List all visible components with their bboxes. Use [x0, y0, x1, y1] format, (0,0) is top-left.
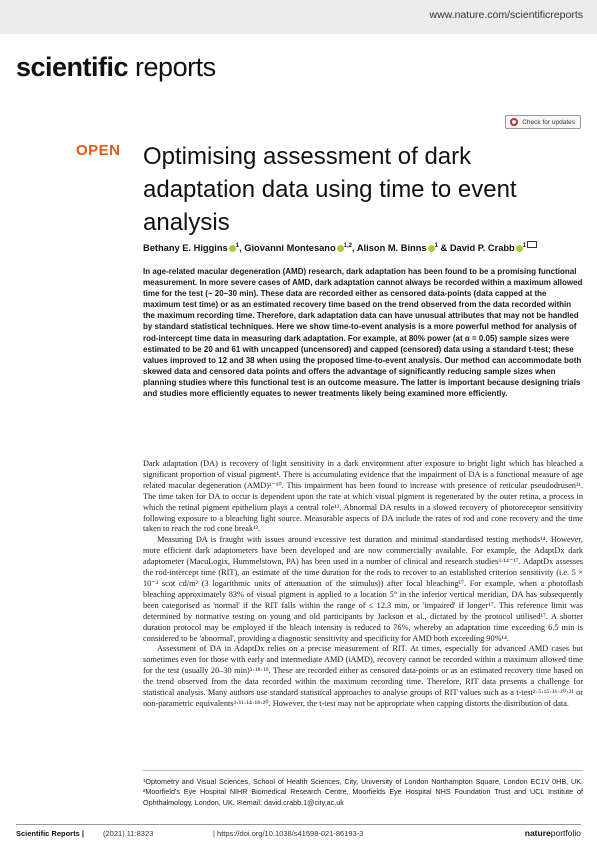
footnote-divider: [143, 770, 583, 771]
footer-citation: (2021) 11:8323: [103, 829, 154, 838]
check-for-updates-label: Check for updates: [522, 118, 575, 126]
open-access-label: OPEN: [76, 142, 121, 159]
orcid-icon[interactable]: [337, 245, 344, 252]
crossmark-icon: [510, 118, 518, 126]
author-affiliation: 1,2: [343, 242, 353, 249]
author-affiliation: 1: [235, 242, 240, 249]
body-paragraph: Dark adaptation (DA) is recovery of light sensitivity in a dark environment after exposure to bright light which has bleached a significant proportion of visual pigment¹. There is accumulating evidence that the impairment of DA is a functional measure of age related macular degeneration (AMD)¹⁻¹⁰. This impairment has been found to increase with presence of reticular pseudodrusen¹¹. The time taken for DA to occur is dependent upon the rate at which visual pigment is regenerated by the outer retina, a process in which the retinal pigment epithelium plays a central role¹². Abnormal DA results in a slowed recovery of photoreceptor sensitivity following exposure to a bleaching light source. Measurable aspects of DA include the rates of rod and cone recovery and the time taken to reach the rod cone break¹³.: [143, 459, 583, 534]
article-title: Optimising assessment of dark adaptation data using time to event analysis: [143, 143, 517, 236]
author-affiliation: 1: [434, 242, 438, 249]
author-name[interactable]: Bethany E. Higgins: [143, 243, 228, 253]
publisher-regular-text: portfolio: [550, 828, 581, 838]
journal-logo[interactable]: [16, 52, 216, 83]
author-list: [143, 241, 583, 253]
email-icon[interactable]: [527, 241, 537, 248]
article-body: [143, 459, 583, 710]
author-name[interactable]: David P. Crabb: [449, 243, 515, 253]
footer-journal-name: Scientific Reports |: [16, 829, 84, 838]
orcid-icon[interactable]: [229, 245, 236, 252]
body-paragraph: Assessment of DA in AdaptDx relies on a precise measurement of RIT. At times, especially for advanced AMD cases but sometimes even for those with early and intermediate AMD (iAMD), recovery cannot be recorded within a maximum allowed time for the test (usually 20–30 min)³·¹⁸·¹⁹. These are recorded either as censored data-points or as an estimated recovery time based on the trend observed from the data recorded within the maximum recording time. Therefore, RIT data presents a challenge for statistical analysis. Many authors use standard statistical approaches to analyse groups of RIT values such as a t-test²·⁵·¹⁵·¹⁶·²⁰·²¹ or non-parametric equivalents³·¹¹·¹⁴·¹⁸·²⁰. However, the t-test may not be appropriate when capping distorts the distribution of data.: [143, 644, 583, 708]
author-separator: &: [437, 243, 450, 253]
footer-divider: [16, 824, 581, 825]
orcid-icon[interactable]: [428, 245, 435, 252]
body-paragraph: Measuring DA is fraught with issues around excessive test duration and minimal standardised testing methods¹⁴. However, more efficient dark adaptometers have been developed and are now commercially available. For example, the AdaptDx dark adaptometer (MacuLogix, Hummelstown, PA) has been used in a number of clinical and research studies³·¹⁴⁻¹⁷. AdaptDx assesses the rod-intercept time (RIT), an estimate of the time duration for the rods to recover to an established criterion sensitivity (i.e. 5 × 10⁻³ scot cd/m² (3 logarithmic units of attenuation of the stimulus)) after focal bleaching¹⁷. For example, when a photoflash bleaching approximately 83% of visual pigment is applied to a location 5° in the inferior vertical meridian, DA has subsequently been categorised as 'normal' if the RIT falls within the range of ≤ 12.3 min, or 'impaired' if longer¹⁷. This reference limit was determined by normative testing on young and old participants by Jackson et al., dictated by the protocol utilised¹⁷. A shorter duration protocol may be employed if the bleach intensity is reduced to 76%, whereby an adaptation time exceeding 6.5 min is considered to be 'abnormal', providing a diagnostic sensitivity and specificity for AMD both exceeding 90%¹⁴.: [143, 535, 583, 643]
header-bar: [0, 0, 597, 34]
affiliations-footnote: ¹Optometry and Visual Sciences, School of Health Sciences, City, University of London Northampton Square, London EC1V 0HB, UK. ²Moorfield's Eye Hospital NIHR Biomedical Research Centre, Moorfields Eye Hospital NHS Foundation Trust and UCL Institute of Ophthalmology, London, UK. ✉email: david.crabb.1@city.ac.uk: [143, 777, 583, 807]
logo-bold-text: scientific: [16, 52, 129, 82]
site-url-link[interactable]: www.nature.com/scientificreports: [429, 9, 583, 21]
author-separator: ,: [352, 243, 357, 253]
author-separator: ,: [239, 243, 245, 253]
author-affiliation: 1: [522, 242, 527, 249]
logo-regular-text: reports: [128, 52, 216, 82]
footer-doi-link[interactable]: | https://doi.org/10.1038/s41598-021-86193-3: [213, 829, 364, 838]
check-for-updates-button[interactable]: [505, 115, 581, 129]
abstract: In age-related macular degeneration (AMD) research, dark adaptation has been found to be a promising functional measurement. In more severe cases of AMD, dark adaptation cannot always be recorded within a maximum allowed time for the test (~ 20–30 min). These data are recorded either as censored data-points (data capped at the maximum test time) or as an estimated recovery time based on the trend observed from the data recorded within the maximum recording time. Therefore, dark adaptation data can have unusual attributes that may not be handled by standard statistical techniques. Here we show time-to-event analysis is a more powerful method for analysis of rod-intercept time data in measuring dark adaptation. For example, at 80% power (at α = 0.05) sample sizes were estimated to be 20 and 61 with uncapped (uncensored) and capped (censored) data using a standard t-test; these values improved to 12 and 38 when using the proposed time-to-event analysis. Our method can accommodate both skewed data and censored data points and offers the advantage of significantly reducing sample sizes when planning studies where this functional test is an outcome measure. The latter is important because designing trials and studies more efficiently equates to newer treatments likely being examined more efficiently.: [143, 267, 583, 399]
publisher-logo: [525, 828, 581, 838]
author-name[interactable]: Alison M. Binns: [356, 243, 427, 253]
author-name[interactable]: Giovanni Montesano: [244, 243, 336, 253]
publisher-bold-text: nature: [524, 828, 551, 838]
orcid-icon[interactable]: [516, 245, 523, 252]
